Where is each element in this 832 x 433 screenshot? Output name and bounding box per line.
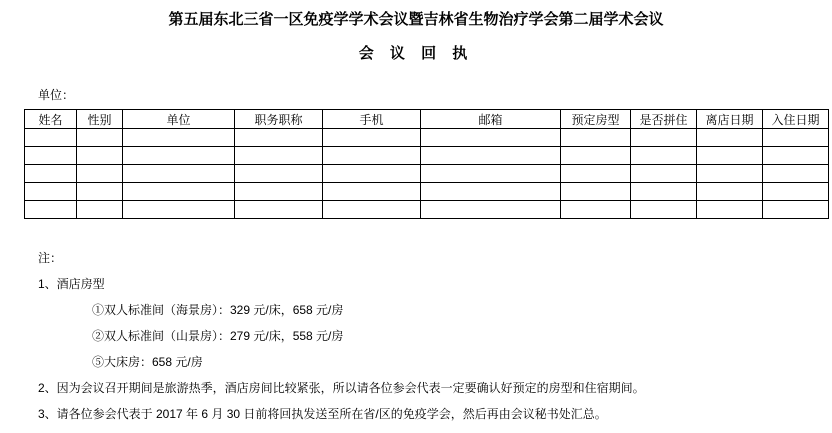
column-header-share-room: 是否拼住: [631, 110, 697, 129]
table-cell[interactable]: [631, 165, 697, 183]
column-header-name: 姓名: [25, 110, 77, 129]
table-cell[interactable]: [631, 183, 697, 201]
table-cell[interactable]: [763, 183, 829, 201]
column-header-unit: 单位: [123, 110, 235, 129]
table-cell[interactable]: [123, 129, 235, 147]
table-cell[interactable]: [25, 201, 77, 219]
table-cell[interactable]: [123, 147, 235, 165]
table-cell[interactable]: [697, 129, 763, 147]
table-cell[interactable]: [77, 129, 123, 147]
notes-heading: 注：: [38, 251, 63, 265]
table-cell[interactable]: [323, 165, 421, 183]
column-header-mobile: 手机: [323, 110, 421, 129]
table-row: [25, 147, 829, 165]
table-cell[interactable]: [25, 147, 77, 165]
table-cell[interactable]: [697, 201, 763, 219]
table-cell[interactable]: [763, 129, 829, 147]
table-cell[interactable]: [25, 129, 77, 147]
table-cell[interactable]: [235, 165, 323, 183]
table-cell[interactable]: [697, 147, 763, 165]
table-cell[interactable]: [631, 147, 697, 165]
table-cell[interactable]: [123, 183, 235, 201]
table-cell[interactable]: [561, 201, 631, 219]
table-cell[interactable]: [77, 201, 123, 219]
note-item-2: 2、因为会议召开期间是旅游热季，酒店房间比较紧张，所以请各位参会代表一定要确认好预定的房型和住宿期间。: [38, 381, 645, 395]
table-cell[interactable]: [323, 183, 421, 201]
table-cell[interactable]: [763, 201, 829, 219]
table-cell[interactable]: [421, 165, 561, 183]
table-cell[interactable]: [421, 147, 561, 165]
table-row: [25, 183, 829, 201]
table-cell[interactable]: [323, 129, 421, 147]
table-cell[interactable]: [235, 201, 323, 219]
page-title: 第五届东北三省一区免疫学学术会议暨吉林省生物治疗学会第二届学术会议: [168, 11, 664, 28]
table-cell[interactable]: [697, 165, 763, 183]
table-cell[interactable]: [561, 147, 631, 165]
column-header-checkout-date: 离店日期: [697, 110, 763, 129]
table-cell[interactable]: [561, 183, 631, 201]
table-cell[interactable]: [123, 201, 235, 219]
table-header-row: [25, 110, 829, 129]
table-cell[interactable]: [123, 165, 235, 183]
table-cell[interactable]: [421, 129, 561, 147]
table-cell[interactable]: [235, 129, 323, 147]
table-row: [25, 165, 829, 183]
table-cell[interactable]: [631, 201, 697, 219]
table-row: [25, 129, 829, 147]
table-cell[interactable]: [25, 165, 77, 183]
column-header-room-type: 预定房型: [561, 110, 631, 129]
notes-section: [38, 245, 832, 427]
unit-label: 单位：: [38, 88, 75, 102]
registration-table: [24, 109, 829, 219]
table-cell[interactable]: [697, 183, 763, 201]
table-cell[interactable]: [77, 183, 123, 201]
note-item-1: 1、酒店房型: [38, 277, 105, 291]
page-subtitle: 会 议 回 执: [358, 45, 474, 62]
table-row: [25, 201, 829, 219]
table-cell[interactable]: [235, 183, 323, 201]
table-cell[interactable]: [561, 165, 631, 183]
table-cell[interactable]: [421, 183, 561, 201]
table-cell[interactable]: [763, 147, 829, 165]
document-page: [0, 10, 832, 433]
table-cell[interactable]: [25, 183, 77, 201]
table-cell[interactable]: [323, 147, 421, 165]
table-cell[interactable]: [77, 165, 123, 183]
table-cell[interactable]: [561, 129, 631, 147]
note-item-3: 3、请各位参会代表于 2017 年 6 月 30 日前将回执发送至所在省/区的免疫学会，然后再由会议秘书处汇总。: [38, 407, 607, 421]
column-header-title: 职务职称: [235, 110, 323, 129]
table-cell[interactable]: [421, 201, 561, 219]
note-item-1c: ⑤大床房：658 元/房: [92, 355, 203, 369]
table-cell[interactable]: [235, 147, 323, 165]
column-header-checkin-date: 入住日期: [763, 110, 829, 129]
note-item-1a: ①双人标准间（海景房）：329 元/床，658 元/房: [92, 303, 344, 317]
table-cell[interactable]: [631, 129, 697, 147]
column-header-email: 邮箱: [421, 110, 561, 129]
note-item-1b: ②双人标准间（山景房）：279 元/床，558 元/房: [92, 329, 344, 343]
table-cell[interactable]: [77, 147, 123, 165]
column-header-gender: 性别: [77, 110, 123, 129]
table-cell[interactable]: [763, 165, 829, 183]
table-cell[interactable]: [323, 201, 421, 219]
